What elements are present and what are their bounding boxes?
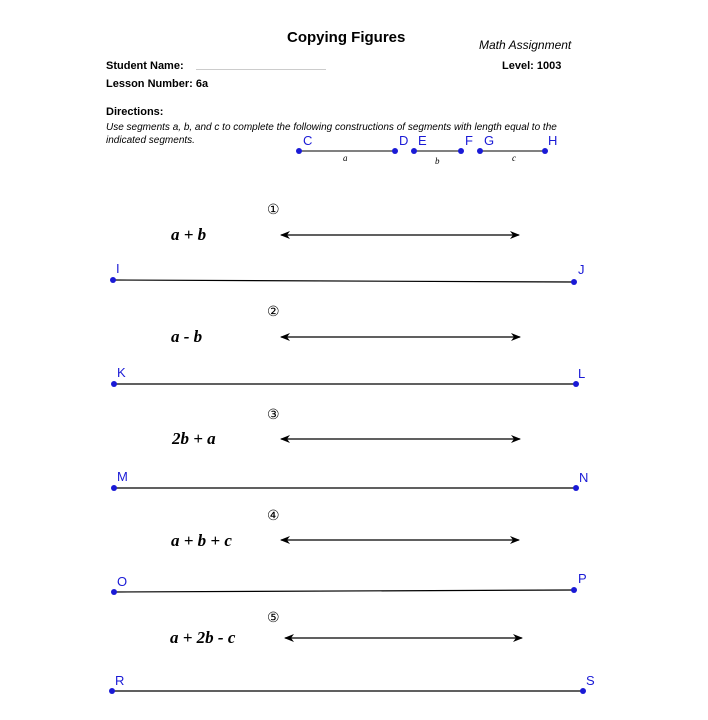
label-point-c: C: [303, 133, 313, 148]
point-m[interactable]: [111, 485, 117, 491]
problem-number-1: ①: [267, 201, 280, 217]
point-j[interactable]: [571, 279, 577, 285]
subject-label: Math Assignment: [479, 38, 572, 52]
point-e[interactable]: [411, 148, 417, 154]
label-point-p: P: [578, 571, 587, 586]
point-h[interactable]: [542, 148, 548, 154]
point-p[interactable]: [571, 587, 577, 593]
problem-expression-2: a - b: [171, 327, 203, 346]
label-segment-b: b: [435, 156, 440, 166]
label-point-j: J: [578, 262, 585, 277]
page-title: Copying Figures: [287, 29, 406, 46]
student-name-label: Student Name:: [106, 60, 184, 72]
point-o[interactable]: [111, 589, 117, 595]
problem-number-5: ⑤: [267, 609, 280, 625]
label-point-k: K: [117, 365, 126, 380]
problem-number-4: ④: [267, 507, 280, 523]
segment-ij: [113, 280, 574, 282]
problem-expression-3: 2b + a: [172, 429, 216, 448]
problem-expression-1: a + b: [171, 225, 207, 244]
label-point-d: D: [399, 133, 409, 148]
label-point-l: L: [578, 366, 586, 381]
label-point-e: E: [418, 133, 427, 148]
label-point-i: I: [116, 261, 120, 276]
label-point-h: H: [548, 133, 558, 148]
problem-expression-5: a + 2b - c: [170, 628, 236, 647]
point-d[interactable]: [392, 148, 398, 154]
point-s[interactable]: [580, 688, 586, 694]
label-point-n: N: [579, 470, 589, 485]
label-segment-a: a: [343, 153, 348, 163]
directions-text: Use segments a, b, and c to complete the following constructions of segments with length equal to the indicated segments.: [106, 122, 557, 146]
problem-number-3: ③: [267, 406, 280, 422]
point-i[interactable]: [110, 277, 116, 283]
point-r[interactable]: [109, 688, 115, 694]
level-label: Level: 1003: [502, 60, 562, 72]
problem-number-2: ②: [267, 303, 280, 319]
label-point-o: O: [117, 574, 128, 589]
segment-b: [411, 148, 464, 154]
point-g[interactable]: [477, 148, 483, 154]
point-k[interactable]: [111, 381, 117, 387]
label-point-r: R: [115, 673, 125, 688]
lesson-number-label: Lesson Number: 6a: [106, 78, 209, 90]
label-point-s: S: [586, 673, 595, 688]
label-point-f: F: [465, 133, 473, 148]
label-point-g: G: [484, 133, 495, 148]
segment-op: [114, 590, 574, 592]
point-n[interactable]: [573, 485, 579, 491]
directions-heading: Directions:: [106, 106, 164, 118]
label-segment-c: c: [512, 153, 516, 163]
problem-expression-4: a + b + c: [171, 531, 232, 550]
point-l[interactable]: [573, 381, 579, 387]
point-c[interactable]: [296, 148, 302, 154]
label-point-m: M: [117, 469, 128, 484]
point-f[interactable]: [458, 148, 464, 154]
